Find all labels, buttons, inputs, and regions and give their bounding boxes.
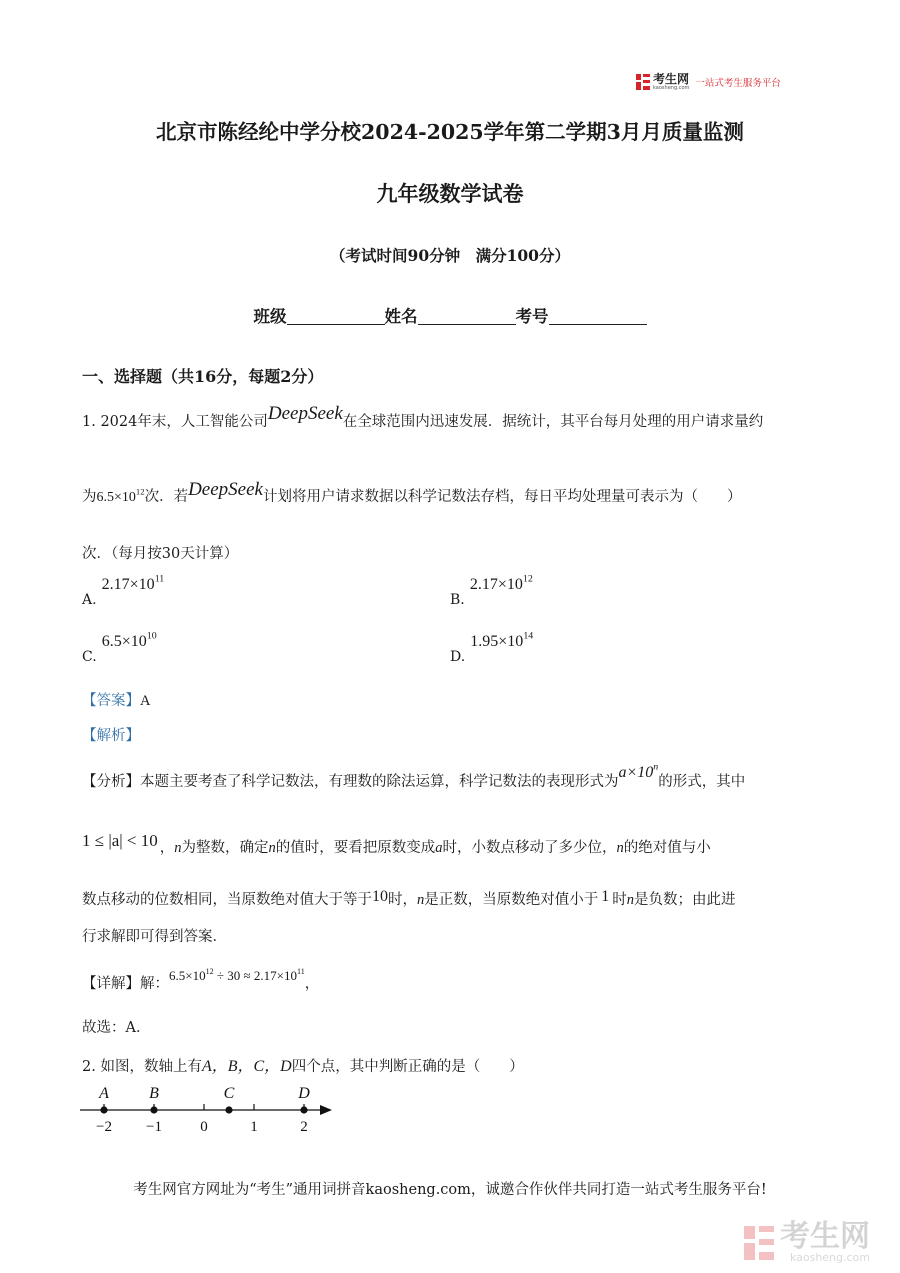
id-blank	[549, 308, 647, 325]
number-line-tick-label: −1	[146, 1119, 162, 1135]
fenxi-line2	[82, 830, 711, 856]
fenxi-text: 时，	[388, 892, 417, 908]
company-name: DeepSeek	[267, 403, 343, 424]
option-value: $2.17\times 10^{11}$	[101, 573, 165, 593]
q2-text: 四个点，其中判断正确的是（ ）	[291, 1059, 524, 1075]
kaosheng-watermark-icon	[744, 1226, 774, 1260]
watermark-brand: 考生网	[780, 1219, 870, 1254]
fenxi-line4: 行求解即可得到答案．	[82, 929, 227, 945]
q2-points: A，B，C，D	[201, 1058, 292, 1075]
answer-label: 【答案】	[82, 693, 140, 709]
answer-value: A	[140, 693, 151, 709]
var-n: n	[626, 892, 634, 908]
option-letter: A.	[82, 592, 97, 608]
value-ten: 10	[372, 888, 388, 905]
q1-text: 次．若	[144, 489, 189, 505]
q2-text: 2. 如图，数轴上有	[82, 1059, 202, 1075]
number-line-point-b	[150, 1106, 157, 1113]
fenxi-text: 是负数；由此进	[634, 892, 736, 908]
q1-line1	[82, 403, 764, 432]
detail-label: 【详解】解：	[82, 976, 169, 992]
choice-line: 故选：A．	[82, 1020, 151, 1036]
fenxi-line3	[82, 888, 736, 909]
option-b[interactable]	[450, 573, 533, 608]
fenxi-text: 时	[612, 892, 627, 908]
var-n: n	[616, 840, 624, 856]
number-line-tick-label: −2	[96, 1119, 112, 1135]
number-line-point-label: C	[223, 1085, 235, 1102]
fenxi-text: 【分析】本题主要考查了科学记数法，有理数的除法运算，科学记数法的表现形式为	[82, 774, 619, 790]
option-letter: D.	[450, 649, 466, 665]
exam-title: 北京市陈经纶中学分校2024-2025学年第二学期3月月质量监测	[156, 120, 744, 144]
number-line-point-a	[100, 1106, 107, 1113]
kaosheng-logo-icon	[636, 74, 650, 90]
name-blank	[418, 308, 516, 325]
detail-end: ，	[304, 976, 320, 992]
var-n: n	[268, 840, 276, 856]
var-a: a	[435, 840, 443, 856]
fenxi-text: 的形式，其中	[658, 774, 746, 790]
logo-brand: 考生网	[653, 71, 690, 86]
option-letter: B.	[450, 592, 465, 608]
q1-math: $6.5\times 10^{12}$	[96, 486, 145, 505]
fenxi-text: ，	[159, 840, 175, 856]
fenxi-text: 时，小数点移动了多少位，	[442, 840, 617, 856]
logo-slogan: 一站式考生服务平台	[695, 78, 781, 89]
condition-math: 1 ≤ |a| < 10	[82, 831, 158, 850]
option-a[interactable]	[82, 573, 165, 608]
number-line-point-c	[225, 1106, 232, 1113]
footer-text: 考生网官方网址为“考生”通用词拼音kaosheng.com，诚邀合作伙伴共同打造一站式考生服务平台!	[133, 1182, 767, 1198]
q2-stem	[82, 1053, 524, 1076]
q1-text: 在全球范围内迅速发展．据统计，其平台每月处理的用户请求量约	[342, 414, 764, 430]
detail-math: $6.5\times 10^{12} \div 30 \approx 2.17\times 10^{11}$	[169, 966, 305, 983]
number-line-point-label: B	[149, 1085, 159, 1102]
class-label: 班级	[253, 307, 287, 326]
name-label: 姓名	[384, 307, 418, 326]
answer-row	[82, 689, 150, 710]
fenxi-line1	[82, 761, 746, 791]
option-value: $2.17\times 10^{12}$	[469, 573, 533, 593]
option-letter: C.	[82, 649, 97, 665]
number-line-point-d	[300, 1106, 307, 1113]
student-info-row	[0, 303, 900, 327]
number-line-figure	[74, 1080, 344, 1136]
option-value: $1.95\times 10^{14}$	[470, 630, 534, 650]
logo-domain: kaosheng.com	[653, 84, 690, 91]
fenxi-math: $a\times 10^n$	[618, 761, 659, 781]
number-line-point-label: A	[99, 1085, 109, 1102]
number-line-tick-label: 2	[300, 1119, 308, 1135]
option-c[interactable]	[82, 630, 157, 665]
fenxi-text: 数点移动的位数相同，当原数绝对值大于等于	[82, 892, 372, 908]
q1-line3: 次．（每月按30天计算）	[82, 546, 239, 562]
var-n: n	[417, 892, 425, 908]
fenxi-text: 是正数，当原数绝对值小于	[424, 892, 599, 908]
q1-text: 1. 2024年末，人工智能公司	[82, 414, 268, 430]
detail-row	[82, 966, 320, 993]
id-label: 考号	[515, 307, 549, 326]
q1-line2	[82, 479, 742, 507]
watermark-logo	[744, 1219, 870, 1264]
option-d[interactable]	[450, 630, 534, 665]
exam-subtitle: 九年级数学试卷	[376, 181, 524, 206]
number-line-point-label: D	[298, 1085, 310, 1102]
number-line-tick-label: 1	[250, 1119, 258, 1135]
company-name: DeepSeek	[188, 479, 263, 500]
section-heading: 一、选择题（共16分，每题2分）	[82, 367, 324, 386]
analysis-label: 【解析】	[82, 728, 140, 744]
watermark-domain: kaosheng.com	[789, 1251, 870, 1264]
fenxi-text: 的绝对值与小	[623, 840, 711, 856]
exam-info: （考试时间90分钟 满分100分）	[330, 246, 570, 265]
class-blank	[287, 308, 385, 325]
q1-text: 为	[82, 489, 97, 505]
var-n: n	[174, 840, 182, 856]
fenxi-text: 为整数，确定	[181, 840, 269, 856]
axis-arrow-icon	[320, 1105, 332, 1115]
option-value: $6.5\times 10^{10}$	[101, 630, 157, 650]
value-one: 1	[601, 888, 610, 905]
q1-text: 计划将用户请求数据以科学记数法存档，每日平均处理量可表示为（ ）	[262, 489, 742, 505]
site-logo[interactable]	[636, 72, 781, 92]
fenxi-text: 的值时，要看把原数变成	[275, 840, 436, 856]
number-line-tick-label: 0	[200, 1119, 208, 1135]
